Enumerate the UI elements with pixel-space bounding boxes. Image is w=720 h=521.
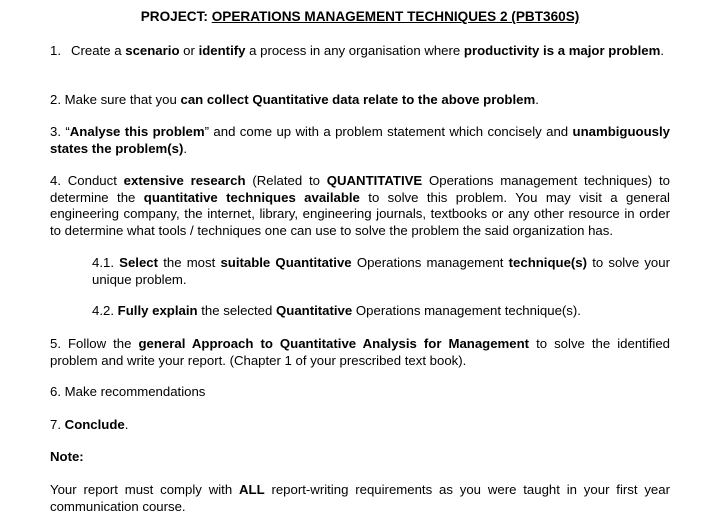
item-4-1-bold-technique: technique(s) (508, 255, 588, 270)
item-1-text-part: or (179, 43, 199, 58)
item-4-1-text-part: 4.1. (92, 255, 120, 270)
item-1-text-part: a process in any organisation where (245, 43, 464, 58)
item-1-bold-identify: identify (198, 43, 246, 58)
item-1-bold-productivity: productivity is a major (463, 43, 605, 58)
instruction-item-4 (50, 173, 670, 239)
item-3-text-part: . (183, 140, 188, 156)
item-4-1-text-part: Operations management (351, 255, 509, 270)
instruction-item-6 (50, 384, 670, 401)
item-4-2-bold-fully-explain: Fully explain (117, 303, 198, 318)
instruction-item-3 (50, 124, 670, 157)
item-1-bold-problem: problem (608, 43, 661, 58)
note-text (50, 482, 670, 515)
note-bold-all: ALL (239, 482, 265, 497)
item-4-bold-quantitative: QUANTITATIVE (326, 173, 423, 188)
item-4-1-text-part: to solve your unique problem. (92, 255, 670, 287)
item-4-1-bold-suitable: suitable Quantitative (220, 255, 352, 270)
instruction-item-5 (50, 336, 670, 369)
item-4-1-text-part: the most (158, 255, 221, 270)
item-4-1-bold-select: Select (119, 255, 159, 270)
instruction-item-1 (50, 43, 670, 60)
item-5-bold-general-approach: general Approach to Quantitative Analysis for Management (138, 336, 530, 351)
instruction-item-4-2 (92, 303, 670, 320)
item-4-2-text-part: Operations management technique(s). (352, 303, 581, 318)
note-text-part: Your report must comply with (50, 482, 239, 497)
item-5-text-part: to solve the identified problem and write your report. (Chapter 1 of your prescribed text book). (50, 336, 671, 368)
item-6-text: 6. Make recommendations (50, 384, 206, 399)
item-7-text-part: . (124, 417, 129, 432)
item-3-bold-unambiguously: unambiguously states the problem(s) (50, 124, 670, 156)
title-prefix: PROJECT: (140, 9, 212, 24)
item-7-bold-conclude: Conclude (64, 417, 125, 432)
item-3-text-part: 3. “ (50, 124, 70, 139)
instruction-item-2 (50, 92, 670, 109)
item-3-bold-analyse: Analyse this problem (69, 124, 205, 139)
instruction-item-7 (50, 417, 670, 434)
item-2-bold-collect-data: can collect Quantitative data relate to the above problem (180, 92, 536, 107)
item-1-text-part: Create a (71, 43, 126, 58)
item-4-bold-techniques-available: quantitative techniques available (143, 189, 360, 205)
item-1-text-part: . (660, 43, 664, 58)
item-4-text-part: (Related to (245, 173, 327, 188)
page-title (0, 9, 720, 26)
item-5-text-part: 5. Follow the (50, 336, 139, 351)
item-4-text-part: Operations management techniques) to determine the (50, 173, 670, 205)
item-4-2-text-part: the selected (197, 303, 277, 318)
item-2-text-part: 2. Make sure that you (50, 92, 181, 107)
instruction-item-4-1 (92, 255, 670, 288)
note-heading (50, 449, 670, 466)
item-2-text-part: . (535, 92, 539, 107)
item-4-2-text-part: 4.2. (92, 303, 118, 318)
note-text-part: report-writing requirements as you were taught in your first year communication course. (50, 482, 670, 514)
item-3-text-part: ” and come up with a problem statement which concisely and (204, 124, 573, 139)
item-7-text-part: 7. (50, 417, 65, 432)
item-4-text-part: to solve this problem. You may visit a general engineering company, the internet, library, engineering journals, textbooks or any other resource in order to determine what tools / techniques one can use to solve the problem the said organization has. (50, 189, 670, 238)
item-1-text (71, 43, 670, 60)
item-1-number: 1. (50, 43, 61, 58)
item-4-bold-research: extensive research (123, 173, 246, 188)
item-4-text-part: 4. Conduct (50, 173, 124, 188)
note-label: Note: (50, 449, 84, 464)
item-1-bold-scenario: scenario (125, 43, 180, 58)
item-4-2-bold-quantitative: Quantitative (276, 303, 353, 318)
title-main: OPERATIONS MANAGEMENT TECHNIQUES 2 (PBT360S) (211, 9, 580, 24)
